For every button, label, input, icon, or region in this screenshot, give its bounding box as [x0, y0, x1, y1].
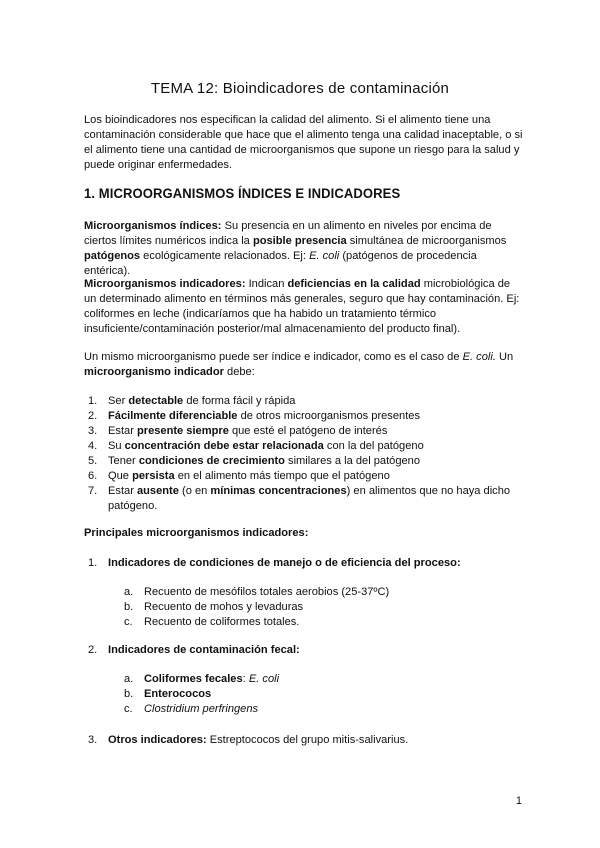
principales-label: Principales microorganismos indicadores: — [84, 527, 309, 539]
list-item — [120, 615, 520, 630]
intro-paragraph — [84, 113, 524, 173]
indicadores-bold-1: deficiencias en la calidad — [287, 278, 421, 290]
item-text: (o en — [178, 485, 211, 497]
list-item — [84, 556, 524, 571]
item-bold: mínimas concentraciones — [210, 485, 347, 497]
item-bold: ausente — [136, 485, 179, 497]
item-text: Tener — [108, 455, 139, 467]
item-number: 3. — [88, 734, 98, 746]
item-bold: concentración debe estar relacionada — [124, 440, 324, 452]
item-bold: Enterococos — [144, 688, 212, 700]
item-letter: b. — [124, 601, 134, 613]
item-number: 7. — [88, 485, 98, 497]
item-bold: Fácilmente diferenciable — [108, 410, 238, 422]
list-item — [84, 454, 524, 469]
indices-text-3: ecológicamente relacionados. Ej: — [140, 250, 310, 262]
mismo-text-1: Un mismo microorganismo puede ser índice e indicador, como es el caso de — [84, 351, 463, 363]
item-text: Recuento de mesófilos totales aerobios (25-37ºC) — [144, 586, 390, 598]
list-item — [84, 394, 524, 409]
list-item — [120, 600, 520, 615]
item-bold: Coliformes fecales — [144, 673, 243, 685]
item-text: en el alimento más tiempo que el patógeno — [174, 470, 390, 482]
page-number: 1 — [515, 795, 522, 807]
item-bold: condiciones de crecimiento — [138, 455, 285, 467]
item-text: similares a la del patógeno — [284, 455, 421, 467]
item-text: ) en alimentos que no haya dicho patógeno. — [108, 485, 511, 512]
list-item — [120, 687, 520, 702]
list-item — [120, 585, 520, 600]
item-number: 1. — [88, 395, 98, 407]
item-text: Estar — [108, 425, 137, 437]
list-item — [84, 733, 524, 748]
indicadores-paragraph — [84, 277, 524, 337]
item-text: Estar — [108, 485, 137, 497]
indicadores-term: Microorganismos indicadores: — [84, 278, 246, 290]
item-bold: Indicadores de condiciones de manejo o de eficiencia del proceso: — [108, 557, 461, 569]
item-italic: Clostridium perfringens — [144, 703, 259, 715]
item-bold: persista — [132, 470, 175, 482]
item-text: Recuento de mohos y levaduras — [144, 601, 304, 613]
item-letter: a. — [124, 586, 134, 598]
list-item — [120, 672, 520, 687]
item-bold: Indicadores de contaminación fecal: — [108, 644, 300, 656]
mismo-text-3: debe: — [223, 366, 255, 378]
item-text: Su — [108, 440, 125, 452]
item-letter: b. — [124, 688, 134, 700]
item-letter: a. — [124, 673, 134, 685]
item-number: 6. — [88, 470, 98, 482]
item-text: Estreptococos del grupo mitis-salivarius. — [206, 734, 409, 746]
item-bold: detectable — [128, 395, 184, 407]
item-number: 4. — [88, 440, 98, 452]
list-item — [84, 409, 524, 424]
item-bold: presente siempre — [136, 425, 229, 437]
mismo-bold-1: microorganismo indicador — [84, 366, 224, 378]
requisitos-list — [84, 394, 524, 514]
indices-bold-1: posible presencia — [252, 235, 347, 247]
item-text: con la del patógeno — [323, 440, 424, 452]
list-item — [84, 439, 524, 454]
item-number: 1. — [88, 557, 98, 569]
indices-text-2: simultánea de microorganismos — [346, 235, 507, 247]
indices-term: Microorganismos índices: — [84, 220, 222, 232]
grupo3-list — [84, 733, 524, 748]
item-number: 3. — [88, 425, 98, 437]
item-italic: E. coli — [248, 673, 280, 685]
grupo2-sublist — [120, 672, 520, 717]
list-item — [84, 424, 524, 439]
indices-paragraph — [84, 219, 524, 279]
mismo-italic-1: E. coli. — [462, 351, 496, 363]
item-text: Ser — [108, 395, 129, 407]
list-item — [84, 643, 524, 658]
indicadores-text-2: microbiológica de un determinado alimento en términos más generales, seguro que hay contaminación. Ej: coliformes en leche (indicaríamos que ha habido un tratamiento térmico insuficiente/contaminación posterior/mal almacenamiento del producto final). — [84, 278, 520, 335]
page-title: TEMA 12: Bioindicadores de contaminación — [150, 80, 450, 97]
item-text: Que — [108, 470, 133, 482]
list-item — [84, 469, 524, 484]
indices-italic-1: E. coli — [309, 250, 340, 262]
item-text: que esté el patógeno de interés — [228, 425, 388, 437]
grupo2-list — [84, 643, 524, 658]
list-item — [84, 484, 524, 514]
item-text: Recuento de coliformes totales. — [144, 616, 300, 628]
indices-text-4: (patógenos de procedencia entérica). — [84, 250, 477, 277]
indices-bold-2: patógenos — [84, 250, 141, 262]
indices-text-1: Su presencia en un alimento en niveles por encima de ciertos límites numéricos indica la — [84, 220, 492, 247]
grupo1-sublist — [120, 585, 520, 630]
item-text: : — [242, 673, 249, 685]
item-number: 2. — [88, 410, 98, 422]
item-letter: c. — [124, 703, 133, 715]
list-item — [120, 702, 520, 717]
intro-text: Los bioindicadores nos especifican la calidad del alimento. Si el alimento tiene una contaminación considerable que hace que el alimento tenga una calidad inaceptable, o si el alimento tiene una cantidad de microorganismos que supone un riesgo para la salud y puede originar enfermedades. — [84, 114, 523, 171]
item-letter: c. — [124, 616, 133, 628]
section-heading: 1. MICROORGANISMOS ÍNDICES E INDICADORES — [84, 186, 401, 202]
item-number: 2. — [88, 644, 98, 656]
item-number: 5. — [88, 455, 98, 467]
grupo1-list — [84, 556, 524, 571]
principales-heading — [84, 526, 524, 541]
indicadores-text-1: Indican — [245, 278, 288, 290]
item-text: de otros microorganismos presentes — [237, 410, 420, 422]
mismo-text-2: Un — [495, 351, 514, 363]
item-bold: Otros indicadores: — [108, 734, 207, 746]
mismo-paragraph — [84, 350, 524, 380]
item-text: de forma fácil y rápida — [183, 395, 296, 407]
